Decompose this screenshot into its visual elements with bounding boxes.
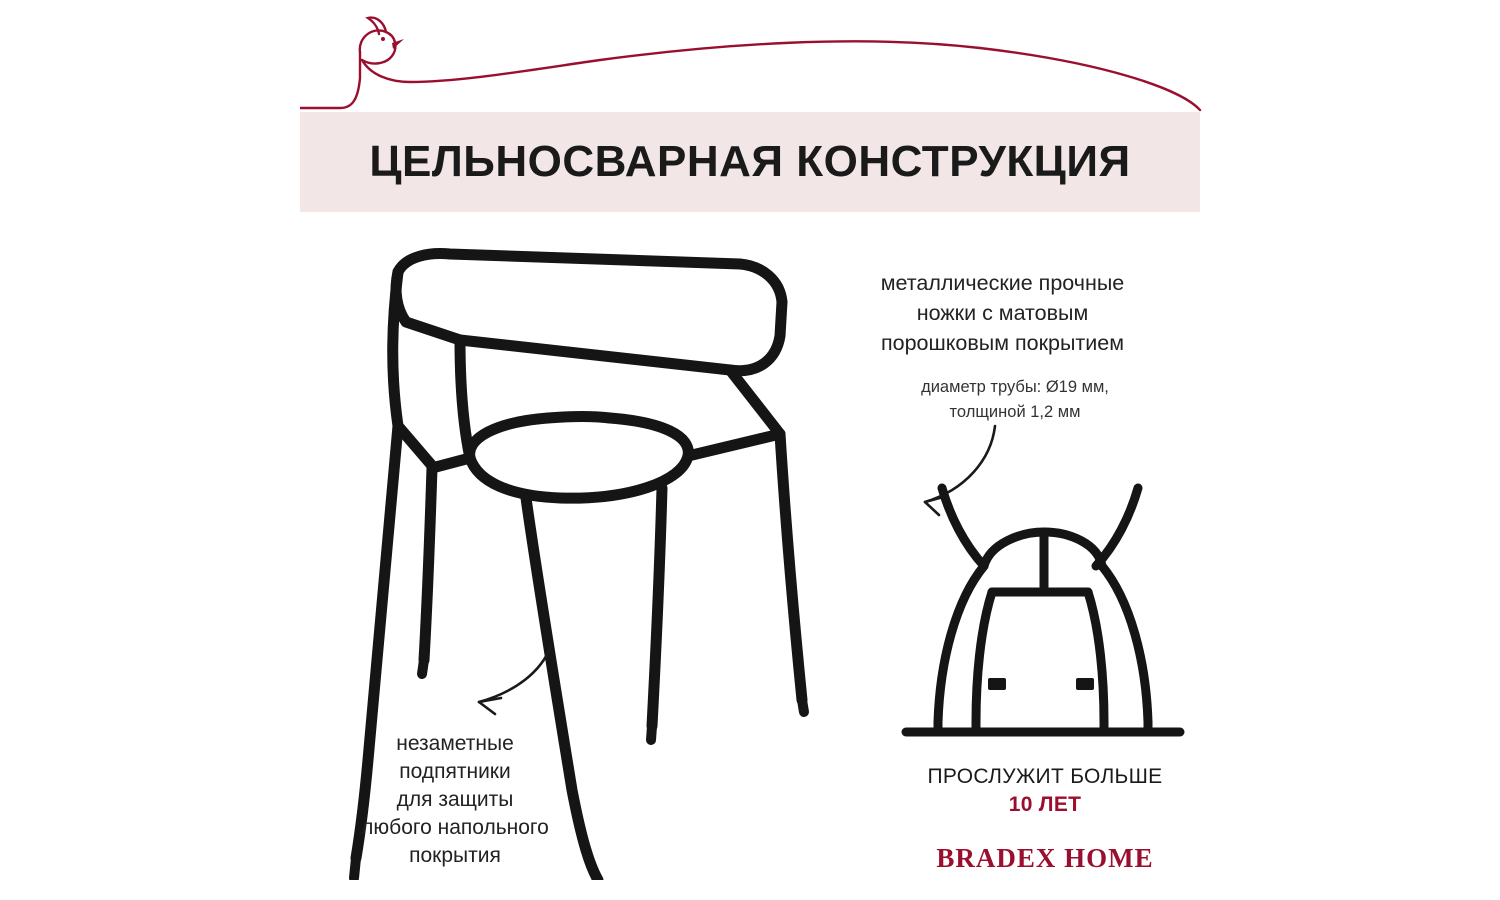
brand-logo: BRADEX HOME xyxy=(936,843,1154,873)
arrow-icon-left xyxy=(455,640,575,730)
callout-legs-line1: металлические прочные xyxy=(880,271,1125,295)
callout-tube-line1: диаметр трубы: Ø19 мм, xyxy=(921,378,1109,396)
page-title: ЦЕЛЬНОСВАРНАЯ КОНСТРУКЦИЯ xyxy=(369,137,1131,186)
callout-legs-line2: ножки с матовым xyxy=(916,301,1089,325)
callout-glides-line2: подпятники xyxy=(399,760,511,783)
callout-legs-line3: порошковым покрытием xyxy=(880,331,1124,355)
callout-glides-line5: покрытия xyxy=(409,844,501,867)
title-band xyxy=(300,112,1200,212)
durability-line1: ПРОСЛУЖИТ БОЛЬШЕ xyxy=(927,765,1163,788)
bird-line-icon xyxy=(300,8,1220,113)
callout-glides-line3: для защиты xyxy=(396,788,514,811)
durability-line2: 10 ЛЕТ xyxy=(1008,793,1082,816)
chair-underside-illustration xyxy=(880,470,1210,765)
callout-tube-line2: толщиной 1,2 мм xyxy=(949,403,1081,421)
callout-tube xyxy=(855,375,1175,425)
callout-glides-line4: любого напольного xyxy=(361,816,549,839)
callout-glides-line1: незаметные xyxy=(396,732,514,755)
durability-note xyxy=(880,765,1210,817)
callout-legs xyxy=(830,268,1175,358)
callout-glides xyxy=(330,730,580,870)
